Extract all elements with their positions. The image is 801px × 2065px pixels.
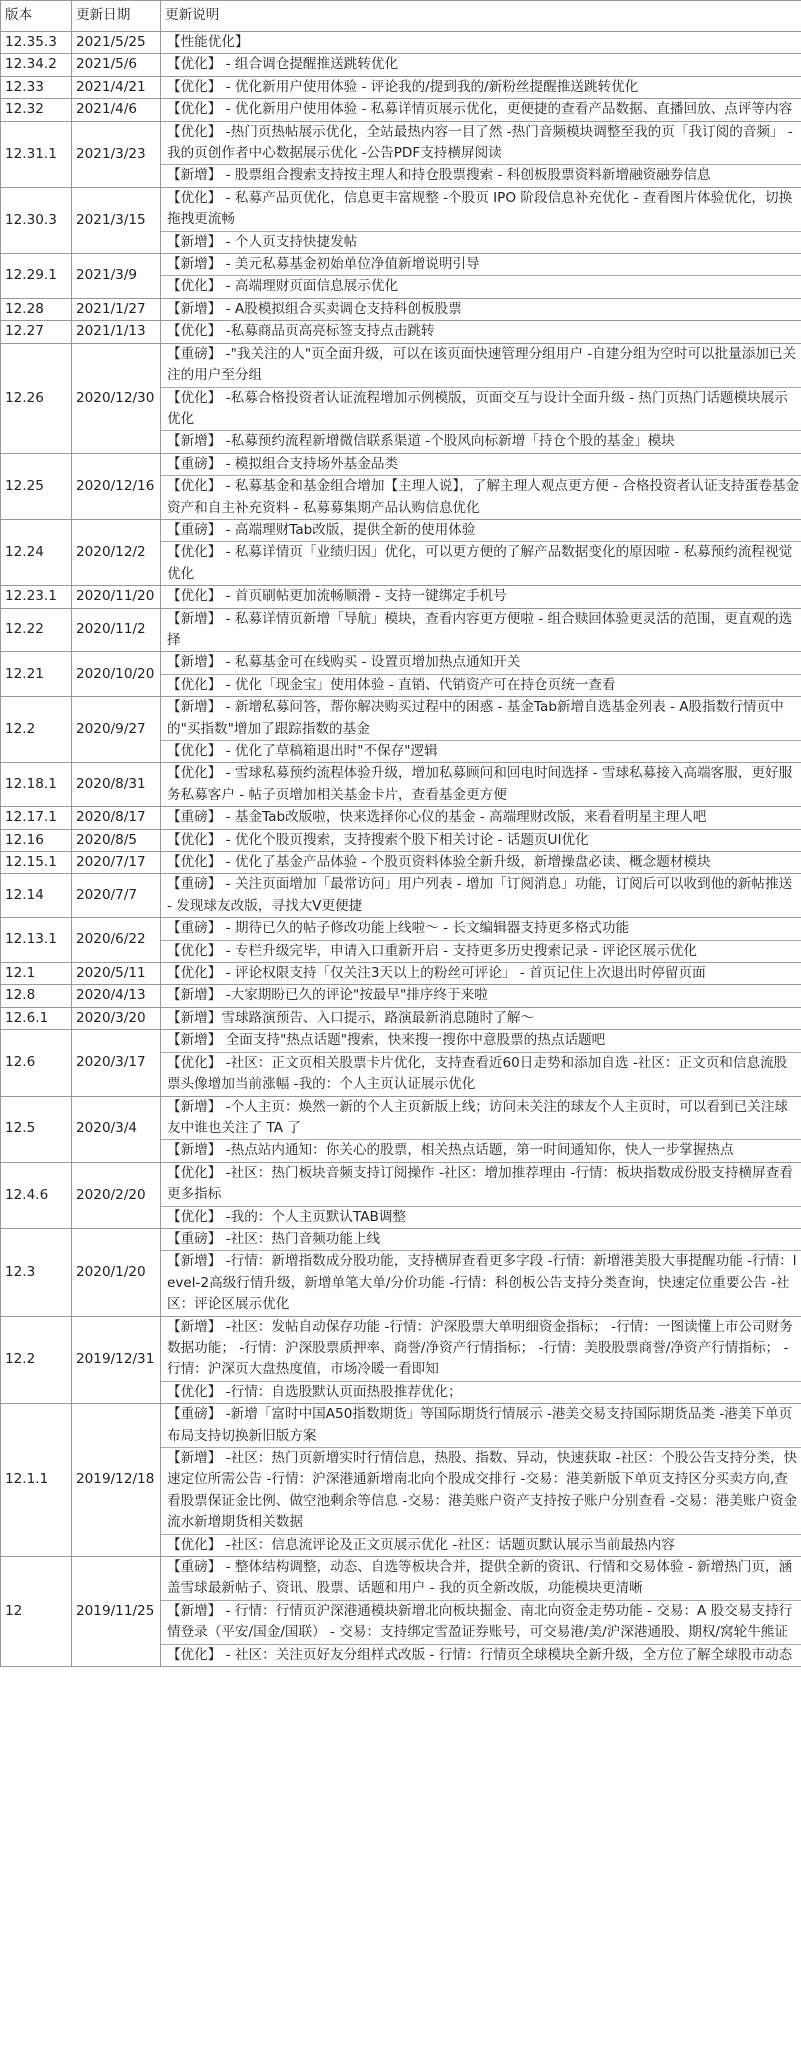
table-row [1,1557,801,1667]
note-entry: 【新增】 全面支持"热点话题"搜索，快来搜一搜你中意股票的热点话题吧 [161,1030,801,1052]
version-cell: 12.17.1 [1,807,72,829]
version-cell: 12.13.1 [1,918,72,963]
table-row [1,829,801,851]
date-cell: 2020/8/17 [72,807,161,829]
note-entry: 【优化】 - 高端理财页面信息展示优化 [167,278,399,295]
date-cell: 2020/3/17 [72,1030,161,1096]
notes-cell [161,76,801,98]
version-cell: 12.6 [1,1030,72,1096]
notes-cell [161,763,801,807]
table-row [1,1030,801,1096]
date-cell: 2020/1/20 [72,1228,161,1316]
note-entry: 【优化】 - 组合调仓提醒推送跳转优化 [167,56,399,73]
version-cell: 12.3 [1,1228,72,1316]
note-entry: 【新增】 -行情：新增指数成分股功能，支持横屏查看更多字段 -行情：新增港美股大事提醒功能 -行情：level-2高级行情升级，新增单笔大单/分价功能 -行情：科创板公告支持分类查询，快速定位重要公告 -社区：评论区展示优化 [167,1253,797,1313]
note-entry: 【优化】 - 优化了草稿箱退出时"不保存"逻辑 [167,743,438,759]
notes-cell [161,652,801,697]
version-cell: 12.4.6 [1,1162,72,1228]
table-row [1,1162,801,1228]
note-entry: 【新增】 - 个人页支持快捷发帖 [167,233,358,250]
table-row [1,298,801,320]
date-cell: 2021/3/9 [72,254,161,299]
version-cell: 12.29.1 [1,254,72,299]
note-entry: 【重磅】 - 高端理财Tab改版，提供全新的使用体验 [161,520,801,542]
date-cell: 2019/12/31 [72,1316,161,1404]
date-cell: 2020/5/11 [72,963,161,985]
table-row [1,652,801,697]
note-entry: 【优化】 -行情：自选股默认页面热股推荐优化； [167,1383,462,1400]
date-cell: 2019/12/18 [72,1404,161,1557]
date-cell: 2019/11/25 [72,1557,161,1667]
table-row [1,99,801,121]
notes-header: 更新说明 [161,1,801,32]
note-entry: 【优化】 - 优化新用户使用体验 - 评论我的/提到我的/新粉丝提醒推送跳转优化 [167,78,639,95]
date-cell: 2021/4/6 [72,99,161,121]
table-row [1,1007,801,1029]
notes-cell [161,519,801,585]
notes-cell [161,852,801,874]
notes-cell [161,343,801,453]
note-entry: 【优化】 - 优化「现金宝」使用体验 - 直销、代销资产可在持仓页统一查看 [167,676,616,693]
note-entry: 【新增】 - 股票组合搜索支持按主理人和持仓股票搜索 - 科创板股票资料新增融资融券信息 [167,167,711,184]
date-cell: 2020/8/5 [72,829,161,851]
table-row [1,852,801,874]
date-cell: 2020/12/2 [72,519,161,585]
table-row [1,763,801,807]
date-cell: 2021/1/27 [72,298,161,320]
version-cell: 12.2 [1,1316,72,1404]
table-row [1,54,801,76]
date-cell: 2020/11/20 [72,586,161,608]
notes-cell [161,1404,801,1557]
note-entry: 【优化】 - 优化个股页搜索，支持搜索个股下相关讨论 - 话题页UI优化 [167,831,589,848]
table-row [1,1228,801,1316]
notes-cell [161,321,801,343]
version-cell: 12.23.1 [1,586,72,608]
note-entry: 【新增】 - 私募基金可在线购买 - 设置页增加热点通知开关 [161,652,801,674]
version-cell: 12.24 [1,519,72,585]
note-entry: 【优化】 - 评论权限支持「仅关注3天以上的粉丝可评论」 - 首页记住上次退出时停留页面 [167,965,706,982]
date-cell: 2020/4/13 [72,985,161,1007]
note-entry: 【重磅】 - 模拟组合支持场外基金品类 [161,454,801,476]
note-entry: 【优化】 -社区：热门板块音频支持订阅操作 -社区：增加推荐理由 -行情：板块指数成份股支持横屏查看更多指标 [161,1163,801,1207]
version-cell: 12.8 [1,985,72,1007]
date-cell: 2020/9/27 [72,697,161,763]
note-entry: 【优化】 -私募合格投资者认证流程增加示例模版，页面交互与设计全面升级 - 热门页热门话题模块展示优化 [161,388,801,432]
notes-cell [161,187,801,253]
version-header: 版本 [1,1,72,32]
note-entry: 【新增】 - 新增私募问答，帮你解决购买过程中的困惑 - 基金Tab新增自选基金列表 - A股指数行情页中的"买指数"增加了跟踪指数的基金 [161,697,801,741]
notes-cell [161,918,801,963]
table-row [1,963,801,985]
note-entry: 【优化】 - 私募产品页优化，信息更丰富规整 -个股页 IPO 阶段信息补充优化 - 查看图片体验优化，切换拖拽更流畅 [161,188,801,232]
version-cell: 12.31.1 [1,121,72,187]
date-cell: 2021/4/21 [72,76,161,98]
table-row [1,1096,801,1162]
notes-cell [161,1096,801,1162]
table-row [1,519,801,585]
version-cell: 12.18.1 [1,763,72,807]
date-cell: 2020/7/17 [72,852,161,874]
version-cell: 12.6.1 [1,1007,72,1029]
date-header: 更新日期 [72,1,161,32]
date-cell: 2021/3/23 [72,121,161,187]
version-cell: 12.35.3 [1,32,72,54]
version-cell: 12 [1,1557,72,1667]
version-cell: 12.21 [1,652,72,697]
table-row [1,874,801,918]
note-entry: 【重磅】 - 期待已久的帖子修改功能上线啦～ - 长文编辑器支持更多格式功能 [161,918,801,940]
note-entry: 【优化】 - 专栏升级完毕，申请入口重新开启 - 支持更多历史搜索记录 - 评论区展示优化 [167,942,698,959]
note-entry: 【新增】 -私募预约流程新增微信联系渠道 -个股风向标新增「持仓个股的基金」模块 [167,433,675,450]
notes-cell [161,985,801,1007]
notes-cell [161,121,801,187]
note-entry: 【优化】 - 雪球私募预约流程体验升级，增加私募顾问和回电时间选择 - 雪球私募接入高端客服，更好服务私募客户 - 帖子页增加相关基金卡片，查看基金更方便 [167,765,793,803]
table-row [1,76,801,98]
notes-cell [161,697,801,763]
notes-cell [161,54,801,76]
table-row [1,254,801,299]
table-row [1,453,801,519]
version-cell: 12.2 [1,697,72,763]
note-entry: 【新增】 - 私募详情页新增「导航」模块，查看内容更方便啦 - 组合赎回体验更灵活的范围，更直观的选择 [167,610,793,648]
note-entry: 【优化】 - 社区：关注页好友分组样式改版 - 行情：行情页全球模块全新升级，全方位了解全球股市动态 [167,1646,793,1663]
date-cell: 2020/7/7 [72,874,161,918]
note-entry: 【优化】 -热门页热帖展示优化，全站最热内容一目了然 -热门音频模块调整至我的页「我订阅的音频」 -我的页创作者中心数据展示优化 -公告PDF支持横屏阅读 [161,122,801,166]
date-cell: 2020/12/30 [72,343,161,453]
version-cell: 12.14 [1,874,72,918]
table-row [1,1404,801,1557]
table-row [1,321,801,343]
version-cell: 12.16 [1,829,72,851]
note-entry: 【重磅】 - 关注页面增加「最常访问」用户列表 - 增加「订阅消息」功能，订阅后可以收到他的新帖推送 - 发现球友改版，寻找大V更便捷 [167,876,793,914]
date-cell: 2020/3/4 [72,1096,161,1162]
table-row [1,697,801,763]
notes-cell [161,1316,801,1404]
header-row [1,1,801,32]
table-row [1,343,801,453]
note-entry: 【新增】 - 美元私募基金初始单位净值新增说明引导 [161,254,801,276]
table-row [1,121,801,187]
notes-cell [161,963,801,985]
note-entry: 【优化】 -我的：个人主页默认TAB调整 [167,1208,407,1225]
note-entry: 【新增】 - 行情：行情页沪深港通模块新增北向板块掘金、南北向资金走势功能 - 交易：A 股交易支持行情登录（平安/国金/国联） - 交易：支持绑定雪盈证券账号，可交易港/美/沪深港通股、期权/窝轮牛熊证 [161,1601,801,1645]
notes-cell [161,1030,801,1096]
notes-cell [161,829,801,851]
version-cell: 12.30.3 [1,187,72,253]
table-row [1,608,801,652]
date-cell: 2020/3/20 [72,1007,161,1029]
note-entry: 【优化】 -社区：正文页相关股票卡片优化，支持查看近60日走势和添加自选 -社区：正文页和信息流股票头像增加当前涨幅 -我的：个人主页认证展示优化 [167,1054,788,1093]
table-row [1,807,801,829]
version-cell: 12.22 [1,608,72,652]
table-row [1,187,801,253]
notes-cell [161,1557,801,1667]
version-cell: 12.15.1 [1,852,72,874]
version-cell: 12.1 [1,963,72,985]
version-cell: 12.27 [1,321,72,343]
version-cell: 12.33 [1,76,72,98]
notes-cell [161,586,801,608]
note-entry: 【重磅】 -社区：热门音频功能上线 [161,1229,801,1251]
note-entry: 【优化】 - 优化新用户使用体验 - 私募详情页展示优化，更便捷的查看产品数据、直播回放、点评等内容 [167,101,793,118]
note-entry: 【新增】 -热点站内通知：你关心的股票，相关热点话题，第一时间通知你，快人一步掌握热点 [167,1142,734,1159]
note-entry: 【新增】雪球路演预告、入口提示，路演最新消息随时了解～ [167,1009,535,1026]
note-entry: 【优化】 - 私募基金和基金组合增加【主理人说】，了解主理人观点更方便 - 合格投资者认证支持蛋卷基金资产和自主补充资料 - 私募募集期产品认购信息优化 [167,478,800,516]
note-entry: 【新增】 -个人主页：焕然一新的个人主页新版上线；访问未关注的球友个人主页时，可以看到已关注球友中谁也关注了 TA 了 [161,1097,801,1141]
version-cell: 12.26 [1,343,72,453]
date-cell: 2020/12/16 [72,453,161,519]
table-row [1,1316,801,1404]
notes-cell [161,1162,801,1228]
date-cell: 2020/6/22 [72,918,161,963]
table-row [1,586,801,608]
note-entry: 【重磅】 -"我关注的人"页全面升级，可以在该页面快速管理分组用户 -自建分组为空时可以批量添加已关注的用户至分组 [161,344,801,388]
note-entry: 【优化】 -私募商品页高亮标签支持点击跳转 [167,323,435,340]
note-entry: 【优化】 - 优化了基金产品体验 - 个股页资料体验全新升级，新增操盘必读、概念题材模块 [167,854,711,871]
note-entry: 【重磅】 - 整体结构调整，动态、自选等板块合并，提供全新的资讯、行情和交易体验 - 新增热门页，涵盖雪球最新帖子、资讯、股票、话题和用户 - 我的页全新改版，功能模块更清晰 [161,1557,801,1601]
note-entry: 【性能优化】 [167,34,249,50]
table-row [1,985,801,1007]
notes-cell [161,254,801,299]
date-cell: 2020/8/31 [72,763,161,807]
notes-cell [161,874,801,918]
note-entry: 【优化】 - 私募详情页「业绩归因」优化，可以更方便的了解产品数据变化的原因啦 - 私募预约流程视觉优化 [167,544,793,582]
date-cell: 2021/5/6 [72,54,161,76]
table-row [1,918,801,963]
note-entry: 【优化】 -社区：信息流评论及正文页展示优化 -社区：话题页默认展示当前最热内容 [167,1536,675,1553]
note-entry: 【重磅】 - 基金Tab改版啦，快来选择你心仪的基金 - 高端理财改版，来看看明星主理人吧 [167,809,707,826]
notes-cell [161,453,801,519]
notes-cell [161,1007,801,1029]
date-cell: 2021/1/13 [72,321,161,343]
notes-cell [161,32,801,54]
notes-cell [161,807,801,829]
date-cell: 2021/5/25 [72,32,161,54]
date-cell: 2020/2/20 [72,1162,161,1228]
version-cell: 12.32 [1,99,72,121]
notes-cell [161,1228,801,1316]
note-entry: 【优化】 - 首页刷帖更加流畅顺滑 - 支持一键绑定手机号 [167,588,507,605]
notes-cell [161,99,801,121]
notes-cell [161,608,801,652]
note-entry: 【新增】 - A股模拟组合买卖调仓支持科创板股票 [167,300,462,317]
date-cell: 2021/3/15 [72,187,161,253]
version-cell: 12.5 [1,1096,72,1162]
date-cell: 2020/10/20 [72,652,161,697]
version-cell: 12.1.1 [1,1404,72,1557]
version-cell: 12.34.2 [1,54,72,76]
date-cell: 2020/11/2 [72,608,161,652]
note-entry: 【新增】 -社区：发帖自动保存功能 -行情：沪深股票大单明细资金指标； -行情：一图读懂上市公司财务数据功能； -行情：沪深股票质押率、商誉/净资产行情指标； -行情：美股股票商誉/净资产行情指标； -行情：沪深页大盘热度值，市场冷暖一看即知 [161,1317,801,1382]
version-cell: 12.28 [1,298,72,320]
table-row [1,32,801,54]
note-entry: 【新增】 -社区：热门页新增实时行情信息，热股、指数、异动，快速获取 -社区：个股公告支持分类，快速定位所需公告 -行情：沪深港通新增南北向个股成交排行 -交易：港美新版下单页支持区分买卖方向,查看股票保证金比例、做空池剩余等信息 -交易：港美账户资产支持按子账户分别查看 -交易：港美账户资金流水新增期货相关数据 [161,1448,801,1535]
version-cell: 12.25 [1,453,72,519]
note-entry: 【重磅】 -新增「富时中国A50指数期货」等国际期货行情展示 -港美交易支持国际期货品类 -港美下单页布局支持切换新旧版方案 [161,1404,801,1448]
note-entry: 【新增】 -大家期盼已久的评论"按最早"排序终于来啦 [167,987,488,1004]
notes-cell [161,298,801,320]
